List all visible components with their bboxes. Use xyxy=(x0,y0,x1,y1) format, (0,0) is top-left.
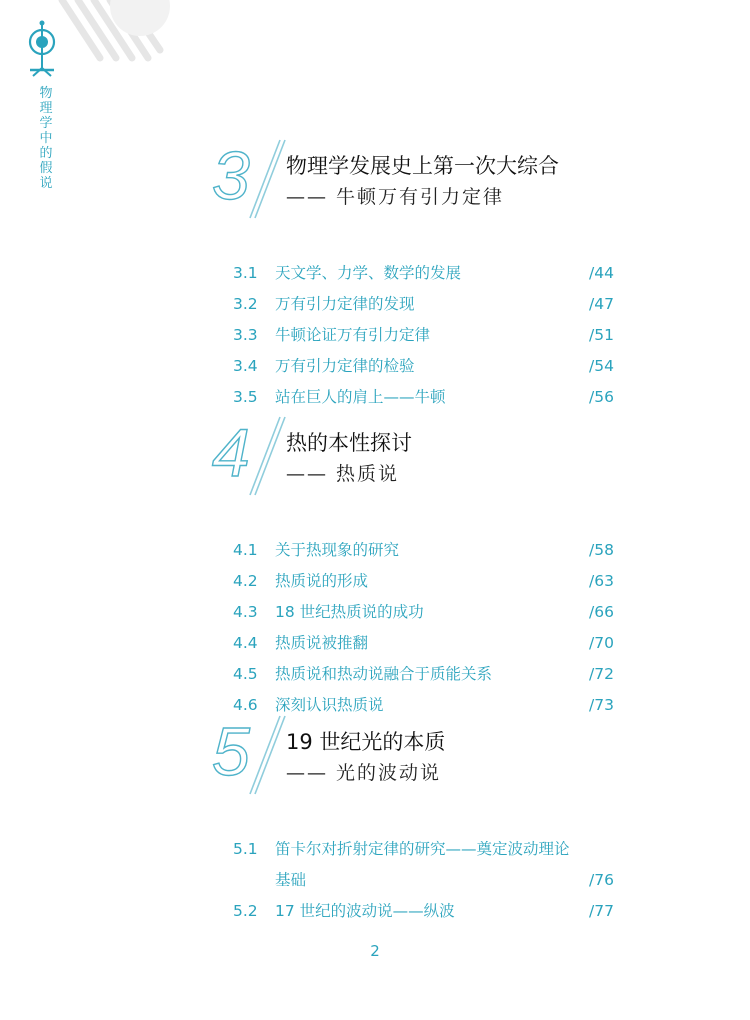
section-number: 4.2 xyxy=(233,572,258,590)
section-title: 深刻认识热质说 xyxy=(275,696,384,714)
toc-entry[interactable] xyxy=(210,351,630,382)
section-number: 3.5 xyxy=(233,388,258,406)
chapter-header xyxy=(210,415,630,507)
chapter-header xyxy=(210,138,630,230)
section-page: /44 xyxy=(589,264,614,282)
section-number: 5.2 xyxy=(233,902,258,920)
chapter-4 xyxy=(210,415,630,721)
section-number: 4.5 xyxy=(233,665,258,683)
section-number: 5.1 xyxy=(233,840,258,858)
section-number: 3.4 xyxy=(233,357,258,375)
section-page: /77 xyxy=(589,902,614,920)
chapter-title: 物理学发展史上第一次大综合 xyxy=(286,154,559,178)
toc-entry[interactable] xyxy=(210,628,630,659)
toc-entry[interactable] xyxy=(210,258,630,289)
section-page: /72 xyxy=(589,665,614,683)
chapter-subtitle: —— 光的波动说 xyxy=(286,762,442,784)
book-title-char: 中 xyxy=(39,131,53,146)
section-title: 热质说的形成 xyxy=(275,572,369,590)
section-number: 4.3 xyxy=(233,603,258,621)
section-title: 牛顿论证万有引力定律 xyxy=(275,326,431,344)
chapter-3 xyxy=(210,138,630,413)
section-title: 笛卡尔对折射定律的研究——奠定波动理论 xyxy=(275,840,570,858)
physics-lab-icon xyxy=(22,18,62,80)
section-list xyxy=(210,258,630,413)
book-title-char: 物 xyxy=(39,86,53,101)
section-page: /63 xyxy=(589,572,614,590)
section-title: 热质说和热动说融合于质能关系 xyxy=(275,665,493,683)
toc-entry[interactable] xyxy=(210,289,630,320)
section-title: 基础 xyxy=(275,871,307,889)
chapter-subtitle: —— 热质说 xyxy=(286,463,400,485)
section-page: /70 xyxy=(589,634,614,652)
chapter-header xyxy=(210,714,630,806)
book-title-char: 理 xyxy=(39,101,53,116)
section-page: /58 xyxy=(589,541,614,559)
section-title: 万有引力定律的检验 xyxy=(275,357,415,375)
toc-entry[interactable] xyxy=(210,834,630,865)
section-number: 4.6 xyxy=(233,696,258,714)
toc-entry[interactable] xyxy=(210,535,630,566)
toc-entry[interactable] xyxy=(210,659,630,690)
section-title: 站在巨人的肩上——牛顿 xyxy=(275,388,446,406)
page-number: 2 xyxy=(370,942,380,960)
chapter-subtitle: —— 牛顿万有引力定律 xyxy=(286,186,505,208)
section-page: /47 xyxy=(589,295,614,313)
book-title-vertical xyxy=(36,86,56,191)
chapter-slash-decoration xyxy=(246,415,286,497)
book-title-char: 学 xyxy=(39,116,53,131)
section-title: 热质说被推翻 xyxy=(275,634,369,652)
toc-entry[interactable] xyxy=(210,566,630,597)
section-page: /56 xyxy=(589,388,614,406)
section-number: 4.1 xyxy=(233,541,258,559)
book-title-char: 的 xyxy=(39,146,53,161)
section-page: /54 xyxy=(589,357,614,375)
book-title-char: 说 xyxy=(39,176,53,191)
toc-entry-continuation[interactable] xyxy=(210,865,630,896)
chapter-number: 3 xyxy=(212,138,250,214)
section-page: /73 xyxy=(589,696,614,714)
section-number: 3.1 xyxy=(233,264,258,282)
section-title: 万有引力定律的发现 xyxy=(275,295,415,313)
section-title: 关于热现象的研究 xyxy=(275,541,400,559)
chapter-slash-decoration xyxy=(246,714,286,796)
chapter-number: 5 xyxy=(212,714,250,790)
section-page: /76 xyxy=(589,871,614,889)
chapter-5 xyxy=(210,714,630,927)
section-number: 3.2 xyxy=(233,295,258,313)
toc-entry[interactable] xyxy=(210,597,630,628)
toc-entry[interactable] xyxy=(210,896,630,927)
section-page: /51 xyxy=(589,326,614,344)
section-title: 18 世纪热质说的成功 xyxy=(275,603,424,621)
toc-entry[interactable] xyxy=(210,320,630,351)
book-title-char: 假 xyxy=(39,161,53,176)
toc-entry[interactable] xyxy=(210,382,630,413)
chapter-slash-decoration xyxy=(246,138,286,220)
chapter-title: 热的本性探讨 xyxy=(286,431,412,455)
section-page: /66 xyxy=(589,603,614,621)
section-title: 17 世纪的波动说——纵波 xyxy=(275,902,455,920)
section-list xyxy=(210,834,630,927)
section-number: 3.3 xyxy=(233,326,258,344)
section-title: 天文学、力学、数学的发展 xyxy=(275,264,462,282)
section-number: 4.4 xyxy=(233,634,258,652)
chapter-number: 4 xyxy=(212,415,250,491)
section-list xyxy=(210,535,630,721)
chapter-title: 19 世纪光的本质 xyxy=(286,730,446,754)
